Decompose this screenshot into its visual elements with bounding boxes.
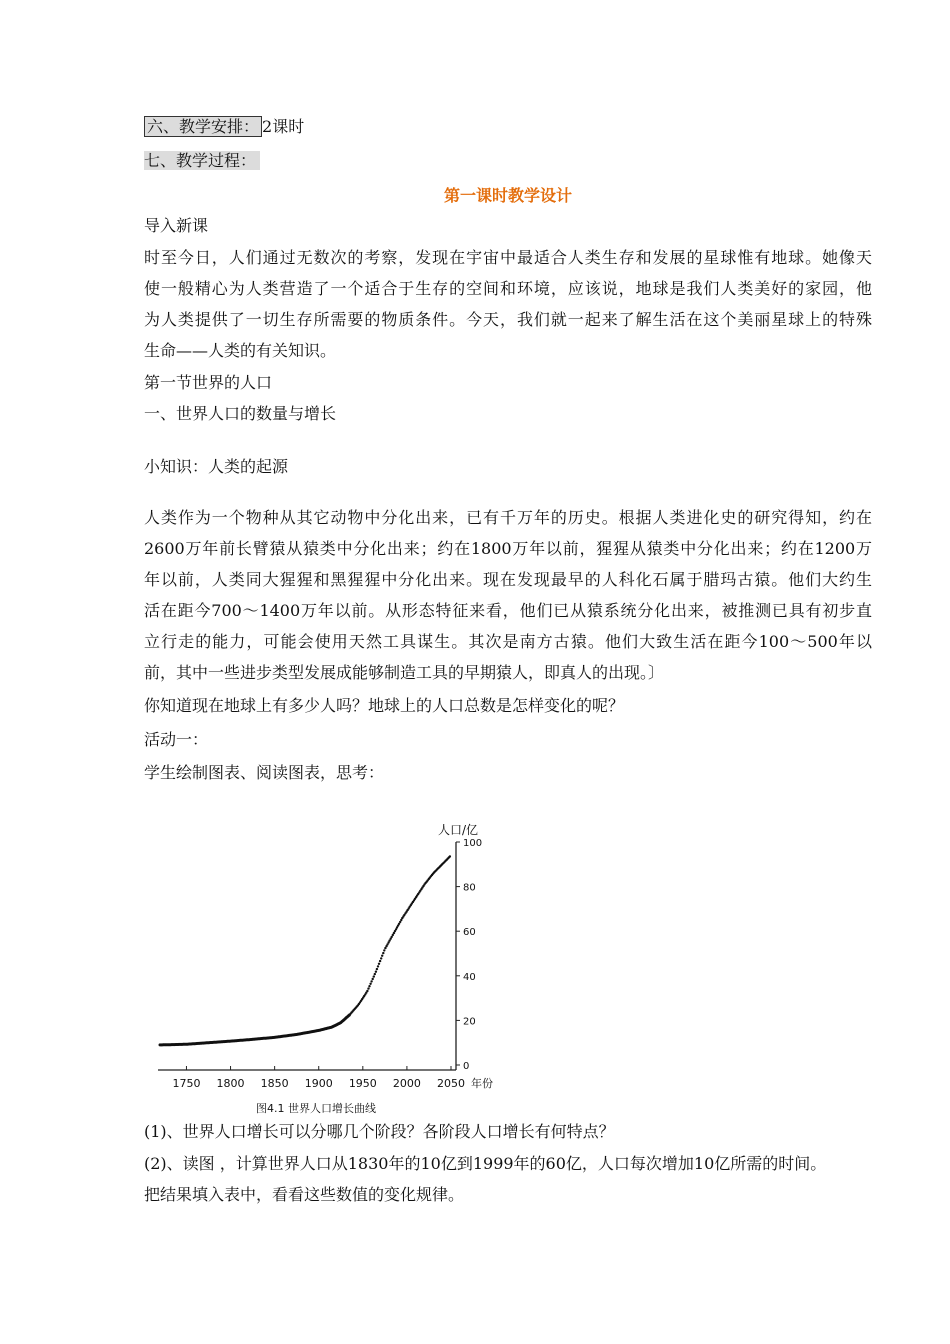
chart-x-tick-label: 2000 [392, 1077, 421, 1090]
chart-data-point [382, 952, 384, 954]
chart-data-point [449, 855, 451, 857]
chart-data-point [369, 983, 371, 985]
origin-line: 人类作为一个物种从其它动物中分化出来，已有千万年的历史。根据人类进化史的研究得知，约在 [144, 508, 872, 527]
activity-description: 学生绘制图表、阅读图表，思考： [144, 763, 385, 782]
intro-line: 为人类提供了一切生存所需要的物质条件。今天，我们就一起来了解生活在这个美丽星球上的特殊 [144, 310, 872, 329]
chart-y-tick-label: 100 [463, 838, 483, 849]
chart-title: 图4.1 世界人口增长曲线 [256, 1102, 376, 1115]
chart-y-tick-label: 20 [463, 1016, 476, 1028]
lesson-title: 第一课时教学设计 [443, 186, 572, 205]
chart-data-point [377, 965, 379, 967]
chart-y-tick-label: 80 [463, 882, 476, 894]
question-line: 你知道现在地球上有多少人吗？地球上的人口总数是怎样变化的呢？ [144, 696, 625, 715]
chart-y-tick-label: 60 [463, 927, 476, 939]
chart-data-point [366, 990, 368, 992]
chart-data-point [374, 973, 376, 975]
chart-data-point [368, 985, 370, 987]
origin-line: 活在距今700～1400万年以前。从形态特征来看，他们已从猿系统分化出来，被推测已具有初步直 [144, 601, 872, 620]
chart-x-axis-label: 年份 [471, 1077, 493, 1090]
intro-line: 使一般精心为人类营造了一个适合于生存的空间和环境，应该说，地球是我们人类美好的家园，他 [144, 279, 872, 298]
chart-x-tick-label: 1850 [260, 1077, 289, 1090]
tip-title: 小知识：人类的起源 [144, 457, 289, 476]
chart-data-point [378, 963, 380, 965]
question-2-line: (2)、读图 ，计算世界人口从1830年的10亿到1999年的60亿，人口每次增加10亿所需的时间。 [144, 1154, 827, 1173]
intro-heading: 导入新课 [144, 216, 209, 235]
chart-data-point [383, 949, 385, 951]
question-1: (1)、世界人口增长可以分哪几个阶段？各阶段人口增长有何特点？ [144, 1122, 615, 1141]
section-6-label: 六、教学安排： [144, 116, 262, 137]
chart-data-point [376, 968, 378, 970]
chart-data-point [367, 987, 369, 989]
chart-x-tick-label: 1950 [348, 1077, 377, 1090]
chart-data-point [372, 978, 374, 980]
chart-x-tick-label: 1900 [304, 1077, 333, 1090]
question-2-line: 把结果填入表中，看看这些数值的变化规律。 [144, 1185, 465, 1204]
chapter-title: 第一节世界的人口 [144, 373, 273, 392]
chart-data-point [381, 955, 383, 957]
chart-y-tick-label: 40 [463, 971, 476, 983]
origin-line: 2600万年前长臂猿从猿类中分化出来；约在1800万年以前，猩猩从猿类中分化出来；约在1200万 [144, 539, 872, 558]
chart-x-tick-label: 1800 [216, 1077, 245, 1090]
section-6-value: 2课时 [262, 117, 305, 136]
chart-x-tick-label: 2050 [437, 1077, 465, 1090]
origin-line: 前，其中一些进步类型发展成能够制造工具的早期猿人，即真人的出现。〕 [144, 663, 665, 682]
origin-line: 立行走的能力，可能会使用天然工具谋生。其次是南方古猿。他们大致生活在距今100～500年以 [144, 632, 872, 651]
activity-title: 活动一： [144, 730, 209, 749]
chart-x-tick-label: 1750 [172, 1077, 201, 1090]
chart-y-tick-label: 0 [463, 1061, 470, 1072]
origin-line: 年以前，人类同大猩猩和黑猩猩中分化出来。现在发现最早的人科化石属于腊玛古猿。他们大约生 [144, 570, 872, 589]
section-7-label: 七、教学过程： [144, 151, 260, 170]
intro-line: 生命——人类的有关知识。 [144, 341, 337, 360]
chart-data-point [380, 957, 382, 959]
intro-line: 时至今日，人们通过无数次的考察，发现在宇宙中最适合人类生存和发展的星球惟有地球。她像天 [144, 248, 872, 267]
subsection-title: 一、世界人口的数量与增长 [144, 404, 337, 423]
chart-data-point [375, 971, 377, 973]
chart-data-point [370, 980, 372, 982]
chart-y-axis-label: 人口/亿 [438, 823, 479, 837]
chart-data-point [373, 975, 375, 977]
chart-data-point [379, 960, 381, 962]
